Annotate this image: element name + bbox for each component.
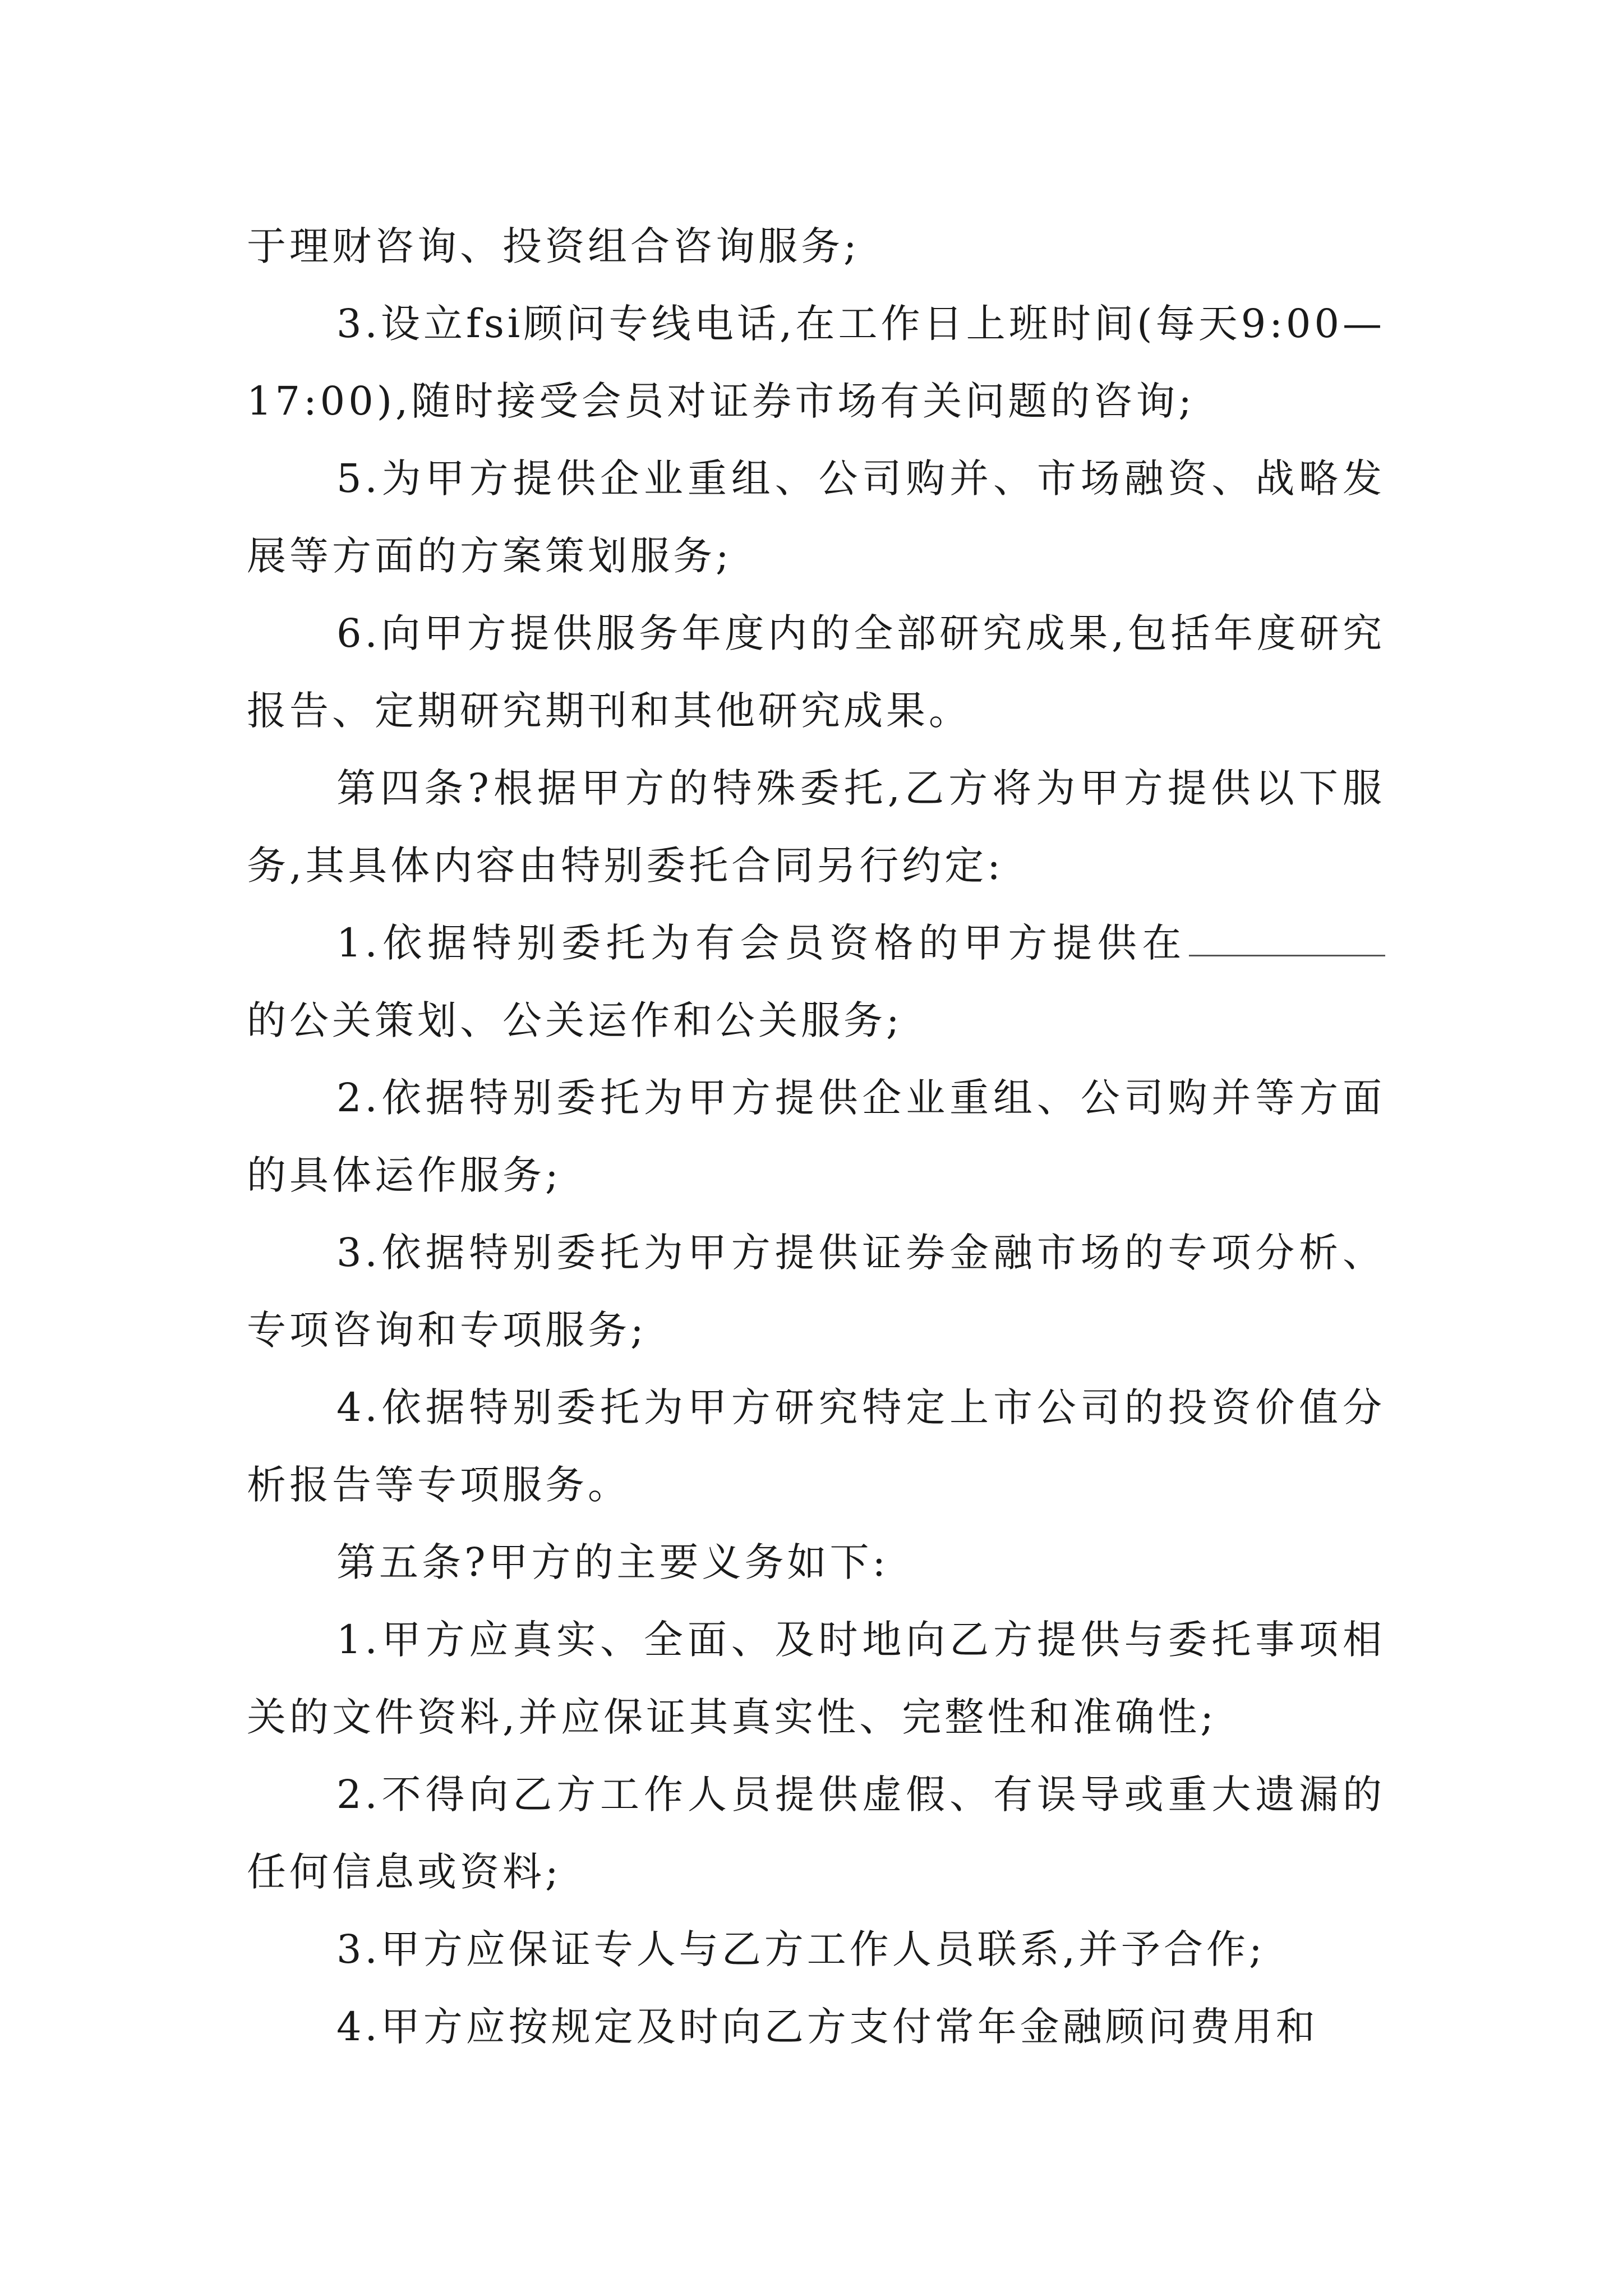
paragraph-3: 6.向甲方提供服务年度内的全部研究成果,包括年度研究报告、定期研究期刊和其他研究成果。	[247, 610, 1385, 734]
paragraph-8: 4.依据特别委托为甲方研究特定上市公司的投资价值分析报告等专项服务。	[247, 1384, 1385, 1508]
paragraph-13: 4.甲方应按规定及时向乙方支付常年金融顾问费用和	[336, 2004, 1318, 2050]
paragraph-12: 3.甲方应保证专人与乙方工作人员联系,并予合作;	[336, 1926, 1266, 1972]
paragraph-11: 2.不得向乙方工作人员提供虚假、有误导或重大遗漏的任何信息或资料;	[247, 1772, 1385, 1895]
paragraph-2: 5.为甲方提供企业重组、公司购并、市场融资、战略发展等方面的方案策划服务;	[247, 455, 1385, 579]
paragraph-9: 第五条?甲方的主要义务如下:	[336, 1539, 889, 1585]
paragraph-1: 3.设立fsi顾问专线电话,在工作日上班时间(每天9:00—17:00),随时接受会员对证券市场有关问题的咨询;	[247, 301, 1385, 424]
paragraph-7: 3.依据特别委托为甲方提供证券金融市场的专项分析、专项咨询和专项服务;	[247, 1230, 1385, 1353]
paragraph-5-after-blank: 的公关策划、公关运作和公关服务;	[247, 997, 903, 1043]
paragraph-10: 1.甲方应真实、全面、及时地向乙方提供与委托事项相关的文件资料,并应保证其真实性、完整性和准确性;	[247, 1617, 1385, 1740]
fill-in-blank	[1189, 915, 1385, 956]
paragraph-4: 第四条?根据甲方的特殊委托,乙方将为甲方提供以下服务,其具体内容由特别委托合同另行约定:	[247, 765, 1385, 889]
paragraph-0: 于理财咨询、投资组合咨询服务;	[247, 223, 860, 269]
paragraph-5	[247, 904, 1385, 1059]
document-body	[247, 208, 1385, 2065]
paragraph-6: 2.依据特别委托为甲方提供企业重组、公司购并等方面的具体运作服务;	[247, 1075, 1385, 1198]
paragraph-5-before-blank: 1.依据特别委托为有会员资格的甲方提供在	[336, 920, 1187, 966]
